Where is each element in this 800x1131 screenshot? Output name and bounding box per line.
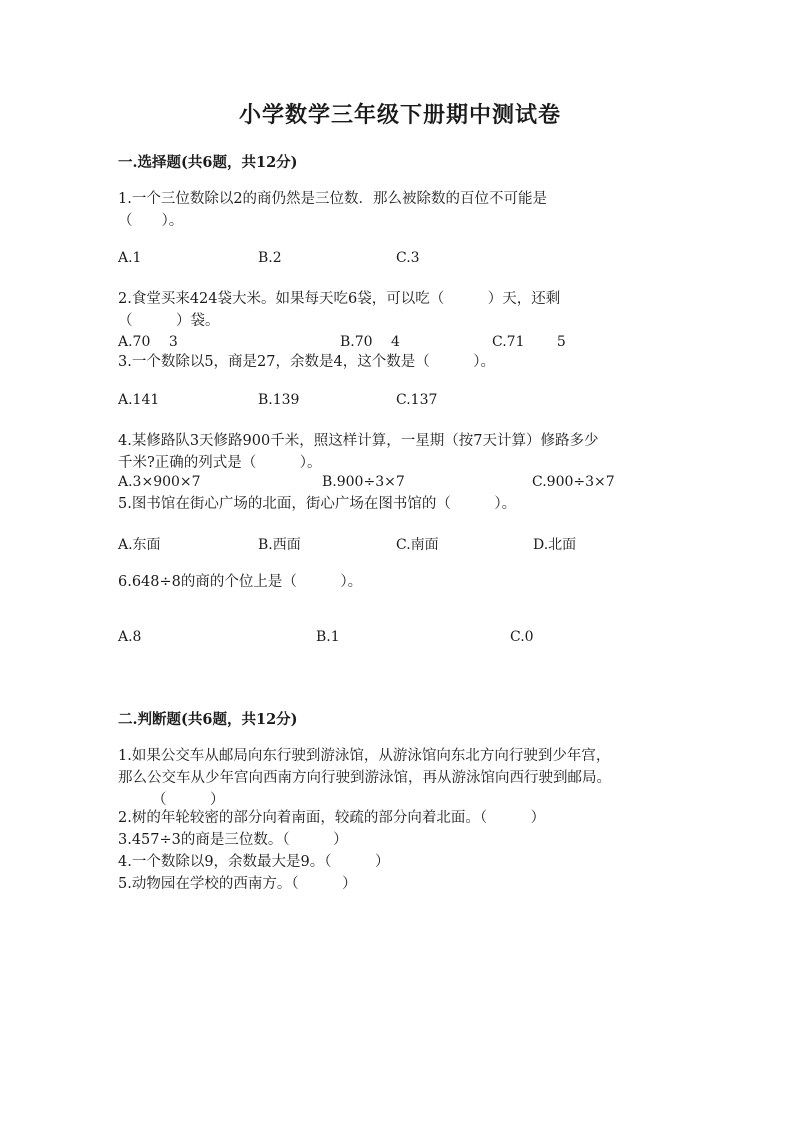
option-c: C.900÷3×7 xyxy=(532,474,615,490)
option-d: D.北面 xyxy=(533,537,577,553)
question-2 xyxy=(118,288,698,332)
option-c: C.3 xyxy=(396,250,420,266)
question-stem-cont: （ ）。 xyxy=(118,213,184,229)
option-b: B.900÷3×7 xyxy=(322,474,405,490)
option-c: C.南面 xyxy=(396,537,439,553)
question-stem: 6.648÷8的商的个位上是（ ）。 xyxy=(118,574,363,590)
option-a: A.3×900×7 xyxy=(118,474,201,490)
judgment-2 xyxy=(118,807,698,829)
option-b: B.1 xyxy=(316,629,340,645)
question-stem: 5.图书馆在街心广场的北面，街心广场在图书馆的（ ）。 xyxy=(118,496,517,512)
option-b: B.2 xyxy=(258,250,282,266)
question-6 xyxy=(118,571,698,593)
judgment-3 xyxy=(118,829,698,851)
option-b: B.70 4 xyxy=(340,334,400,350)
question-stem: 2.食堂买来424袋大米。如果每天吃6袋，可以吃（ ）天，还剩 xyxy=(118,291,561,307)
option-a: A.1 xyxy=(118,250,142,266)
option-a: A.8 xyxy=(118,629,142,645)
option-a: A.70 3 xyxy=(118,334,178,350)
option-c: C.71 5 xyxy=(492,334,566,350)
question-stem: 1.一个三位数除以2的商仍然是三位数．那么被除数的百位不可能是 xyxy=(118,191,548,207)
judgment-text-cont: 那么公交车从少年宫向西南方向行驶到游泳馆，再从游泳馆向西行驶到邮局。 xyxy=(118,770,611,786)
question-4 xyxy=(118,430,698,474)
question-stem-cont: （ ）袋。 xyxy=(118,313,220,329)
judgment-4 xyxy=(118,851,698,873)
question-stem-cont: 千米?正确的列式是（ ）。 xyxy=(118,455,322,471)
question-1 xyxy=(118,188,698,232)
judgment-5 xyxy=(118,873,698,895)
judgment-1 xyxy=(118,745,698,811)
judgment-text: 5.动物园在学校的西南方。（ ） xyxy=(118,876,357,892)
judgment-answer-blank: （ ） xyxy=(152,792,225,808)
option-a: A.141 xyxy=(118,392,160,408)
judgment-text: 3.457÷3的商是三位数。（ ） xyxy=(118,832,348,848)
option-b: B.139 xyxy=(258,392,300,408)
question-3 xyxy=(118,351,698,373)
section-heading-choice: 一.选择题(共6题，共12分) xyxy=(118,154,298,171)
question-stem: 4.某修路队3天修路900千米，照这样计算，一星期（按7天计算）修路多少 xyxy=(118,433,599,449)
option-c: C.0 xyxy=(510,629,534,645)
option-b: B.西面 xyxy=(258,537,301,553)
question-5 xyxy=(118,493,698,515)
judgment-text: 1.如果公交车从邮局向东行驶到游泳馆，从游泳馆向东北方向行驶到少年宫， xyxy=(118,748,611,764)
judgment-text: 2.树的年轮较密的部分向着南面，较疏的部分向着北面。（ ） xyxy=(118,810,546,826)
option-c: C.137 xyxy=(396,392,438,408)
page-title: 小学数学三年级下册期中测试卷 xyxy=(238,102,561,128)
question-stem: 3.一个数除以5，商是27，余数是4，这个数是（ ）。 xyxy=(118,354,495,370)
option-a: A.东面 xyxy=(118,537,161,553)
judgment-text: 4.一个数除以9，余数最大是9。（ ） xyxy=(118,854,390,870)
section-heading-judgment: 二.判断题(共6题，共12分) xyxy=(118,711,298,728)
